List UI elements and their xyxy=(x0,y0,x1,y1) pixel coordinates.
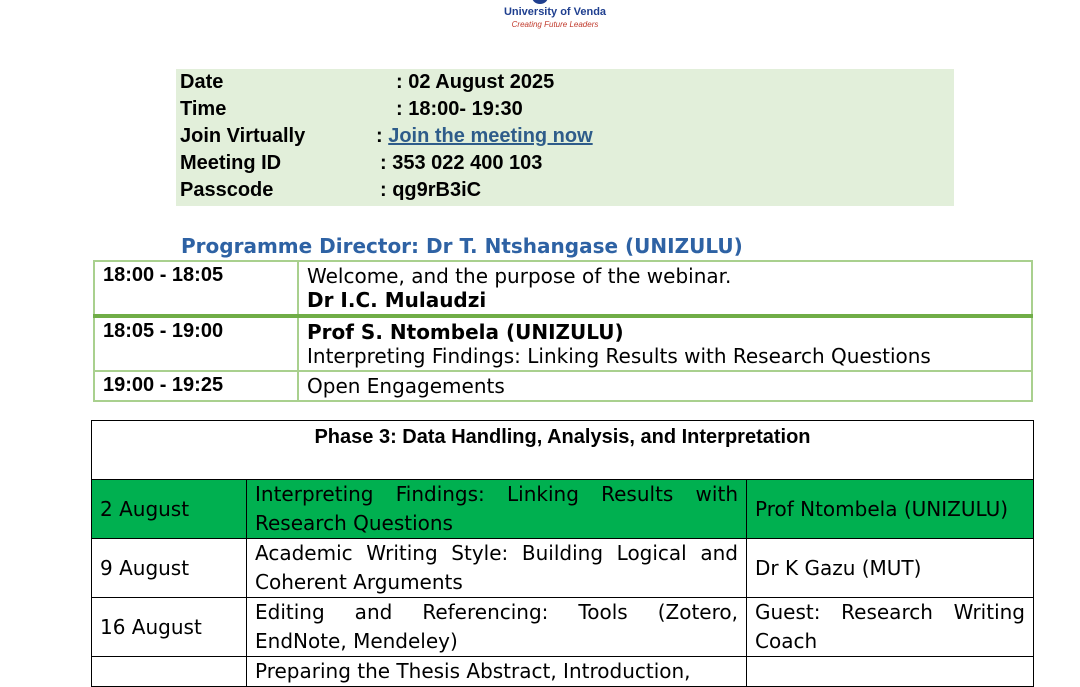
meeting-info-box xyxy=(176,69,954,206)
schedule-text: Open Engagements xyxy=(307,374,505,398)
passcode-label: Passcode xyxy=(180,179,274,201)
phase-row xyxy=(92,480,1034,539)
date-label: Date xyxy=(180,71,224,93)
join-meeting-link[interactable]: Join the meeting now xyxy=(388,125,593,147)
schedule-time: 19:00 - 19:25 xyxy=(94,371,298,401)
date-value: : 02 August 2025 xyxy=(396,71,555,93)
phase-topic: Interpreting Findings: Linking Results with Research Questions xyxy=(247,480,747,539)
schedule-text: Welcome, and the purpose of the webinar. xyxy=(307,264,732,288)
schedule-time: 18:00 - 18:05 xyxy=(94,261,298,316)
phase-topic: Preparing the Thesis Abstract, Introduction, xyxy=(247,657,747,687)
programme-director: Programme Director: Dr T. Ntshangase (UNIZULU) xyxy=(181,234,743,258)
schedule-row xyxy=(94,316,1032,371)
university-logo-icon xyxy=(532,0,548,4)
schedule-table xyxy=(93,260,1033,402)
join-prefix: : xyxy=(376,125,389,147)
org-tagline: Creating Future Leaders xyxy=(511,20,599,29)
meeting-id-value: : 353 022 400 103 xyxy=(380,152,543,174)
schedule-detail xyxy=(298,371,1032,401)
phase-header-row xyxy=(92,421,1034,480)
schedule-text: Interpreting Findings: Linking Results with Research Questions xyxy=(307,344,931,368)
phase-date: 9 August xyxy=(92,539,247,598)
org-name: University of Venda xyxy=(503,6,607,18)
phase-title: Phase 3: Data Handling, Analysis, and Interpretation xyxy=(92,421,1034,480)
phase-speaker: Dr K Gazu (MUT) xyxy=(747,539,1034,598)
passcode-value: : qg9rB3iC xyxy=(380,179,482,201)
time-label: Time xyxy=(180,98,227,120)
phase-row xyxy=(92,657,1034,687)
meeting-id-label: Meeting ID xyxy=(180,152,282,174)
phase-row xyxy=(92,539,1034,598)
phase-table xyxy=(91,420,1034,687)
phase-date xyxy=(92,657,247,687)
phase-speaker: Guest: Research Writing Coach xyxy=(747,598,1034,657)
schedule-speaker: Prof S. Ntombela (UNIZULU) xyxy=(307,320,624,344)
phase-date: 16 August xyxy=(92,598,247,657)
phase-topic: Academic Writing Style: Building Logical and Coherent Arguments xyxy=(247,539,747,598)
join-label: Join Virtually xyxy=(180,125,306,147)
phase-date: 2 August xyxy=(92,480,247,539)
schedule-speaker: Dr I.C. Mulaudzi xyxy=(307,288,487,312)
join-value xyxy=(376,123,593,150)
schedule-detail xyxy=(298,316,1032,371)
schedule-row xyxy=(94,371,1032,401)
phase-speaker: Prof Ntombela (UNIZULU) xyxy=(747,480,1034,539)
schedule-time: 18:05 - 19:00 xyxy=(94,316,298,371)
phase-topic: Editing and Referencing: Tools (Zotero, EndNote, Mendeley) xyxy=(247,598,747,657)
time-value: : 18:00- 19:30 xyxy=(396,98,523,120)
schedule-detail xyxy=(298,261,1032,316)
phase-row xyxy=(92,598,1034,657)
phase-speaker xyxy=(747,657,1034,687)
schedule-row xyxy=(94,261,1032,316)
